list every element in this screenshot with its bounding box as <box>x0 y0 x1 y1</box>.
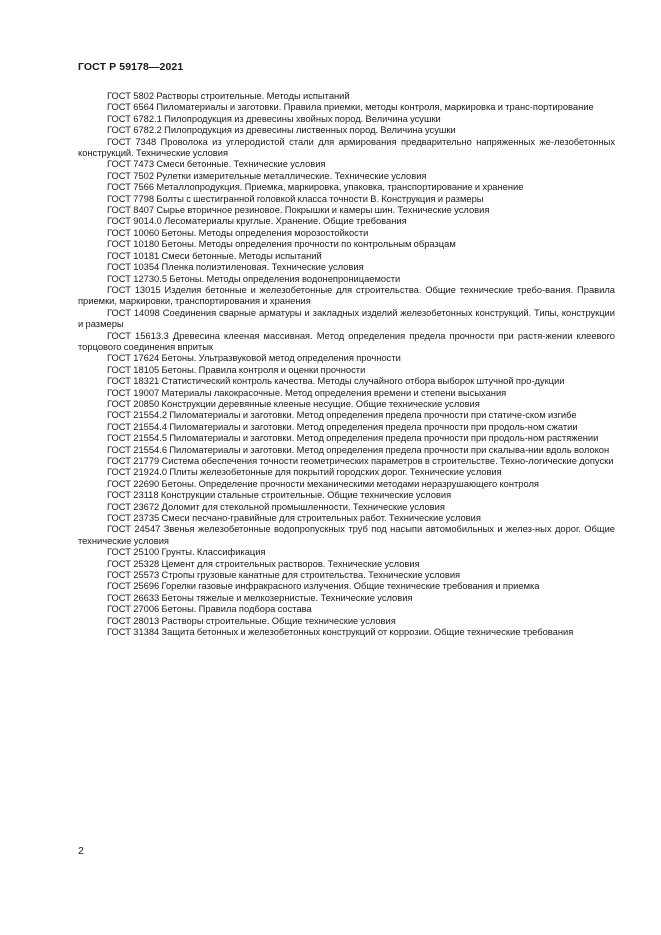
reference-item: ГОСТ 7798 Болты с шестигранной головкой класса точности В. Конструкция и размеры <box>107 193 484 204</box>
reference-item: ГОСТ 19007 Материалы лакокрасочные. Метод определения времени и степени высыхания <box>107 387 507 398</box>
reference-item: ГОСТ 25100 Грунты. Классификация <box>107 547 266 558</box>
reference-item: ГОСТ 21779 Система обеспечения точности геометрических параметров в строительстве. Техно-логические допуски <box>107 456 614 466</box>
reference-item: ГОСТ 28013 Растворы строительные. Общие технические условия <box>107 615 396 626</box>
reference-item: ГОСТ 6564 Пиломатериалы и заготовки. Правила приемки, методы контроля, маркировка и транс-портирование <box>107 102 594 113</box>
reference-item: ГОСТ 23672 Доломит для стекольной промышленности. Технические условия <box>107 501 445 512</box>
reference-item: ГОСТ 21554.4 Пиломатериалы и заготовки. Метод определения предела прочности при продоль-ном сжатии <box>107 421 578 432</box>
reference-item: ГОСТ 8407 Сырье вторичное резиновое. Покрышки и камеры шин. Технические условия <box>107 205 490 216</box>
reference-item: ГОСТ 12730.5 Бетоны. Методы определения водонепроницаемости <box>107 273 401 284</box>
reference-item: ГОСТ 27006 Бетоны. Правила подбора состава <box>107 604 312 615</box>
reference-item: ГОСТ 21554.5 Пиломатериалы и заготовки. Метод определения предела прочности при продоль-ном растяжении <box>107 433 599 444</box>
reference-item: ГОСТ 31384 Защита бетонных и железобетонных конструкций от коррозии. Общие технические требования <box>107 627 574 638</box>
reference-item: ГОСТ 5802 Растворы строительные. Методы испытаний <box>107 91 350 101</box>
reference-item: ГОСТ 20850 Конструкции деревянные клееные несущие. Общие технические условия <box>107 398 480 409</box>
reference-item: ГОСТ 24547 Звенья железобетонные водопропускных труб под насыпи автомобильных и желез-ных дорог. Общие технические условия <box>78 524 615 546</box>
reference-item: ГОСТ 21554.6 Пиломатериалы и заготовки. Метод определения предела прочности при скалыва-нии вдоль волокон <box>107 444 610 455</box>
reference-item: ГОСТ 17624 Бетоны. Ультразвуковой метод определения прочности <box>107 353 401 364</box>
reference-item: ГОСТ 25573 Стропы грузовые канатные для строительства. Технические условия <box>107 570 461 581</box>
reference-item: ГОСТ 21924.0 Плиты железобетонные для покрытий городских дорог. Технические условия <box>107 467 502 478</box>
normative-references-list <box>78 91 615 639</box>
reference-item: ГОСТ 10181 Смеси бетонные. Методы испытаний <box>107 250 322 261</box>
reference-item: ГОСТ 10180 Бетоны. Методы определения прочности по контрольным образцам <box>107 239 456 250</box>
reference-item: ГОСТ 25328 Цемент для строительных растворов. Технические условия <box>107 558 420 569</box>
reference-item: ГОСТ 18105 Бетоны. Правила контроля и оценки прочности <box>107 364 366 375</box>
reference-item: ГОСТ 7473 Смеси бетонные. Технические условия <box>107 159 326 170</box>
document-code-header: ГОСТ Р 59178—2021 <box>78 61 184 73</box>
reference-item: ГОСТ 26633 Бетоны тяжелые и мелкозернистые. Технические условия <box>107 592 413 603</box>
reference-item: ГОСТ 23735 Смеси песчано-гравийные для строительных работ. Технические условия <box>107 513 481 524</box>
reference-item: ГОСТ 22690 Бетоны. Определение прочности механическими методами неразрушающего контроля <box>107 478 539 489</box>
reference-item: ГОСТ 6782.1 Пилопродукция из древесины хвойных пород. Величина усушки <box>107 113 441 124</box>
reference-item: ГОСТ 13015 Изделия бетонные и железобетонные для строительства. Общие технические требо-вания. Правила приемки, маркировки, транспортирования и хранения <box>78 284 615 307</box>
reference-item: ГОСТ 23118 Конструкции стальные строительные. Общие технические условия <box>107 490 452 501</box>
reference-item: ГОСТ 10060 Бетоны. Методы определения морозостойкости <box>107 227 369 238</box>
reference-item: ГОСТ 6782.2 Пилопродукция из древесины лиственных пород. Величина усушки <box>107 125 456 136</box>
reference-item: ГОСТ 18321 Статистический контроль качества. Методы случайного отбора выборок штучной про-дукции <box>107 376 565 387</box>
reference-item: ГОСТ 15613.3 Древесина клееная массивная. Метод определения предела прочности при растя-жении клеевого торцового соединения впритык <box>78 330 615 352</box>
reference-item: ГОСТ 7348 Проволока из углеродистой стали для армирования предварительно напряженных же-лезобетонных конструкций. Технические условия <box>78 136 615 159</box>
reference-item: ГОСТ 7502 Рулетки измерительные металлические. Технические условия <box>107 170 427 181</box>
reference-item: ГОСТ 25696 Горелки газовые инфракрасного излучения. Общие технические требования и приемка <box>107 581 540 592</box>
reference-item: ГОСТ 14098 Соединения сварные арматуры и закладных изделий железобетонных конструкций. Типы, конструкции и размеры <box>78 307 615 330</box>
reference-item: ГОСТ 7566 Металлопродукция. Приемка, маркировка, упаковка, транспортирование и хранение <box>107 182 524 193</box>
page-number: 2 <box>78 845 84 857</box>
reference-item: ГОСТ 10354 Пленка полиэтиленовая. Технические условия <box>107 262 364 273</box>
reference-item: ГОСТ 9014.0 Лесоматериалы круглые. Хранение. Общие требования <box>107 216 407 227</box>
reference-item: ГОСТ 21554.2 Пиломатериалы и заготовки. Метод определения предела прочности при статиче-ском изгибе <box>107 410 577 421</box>
